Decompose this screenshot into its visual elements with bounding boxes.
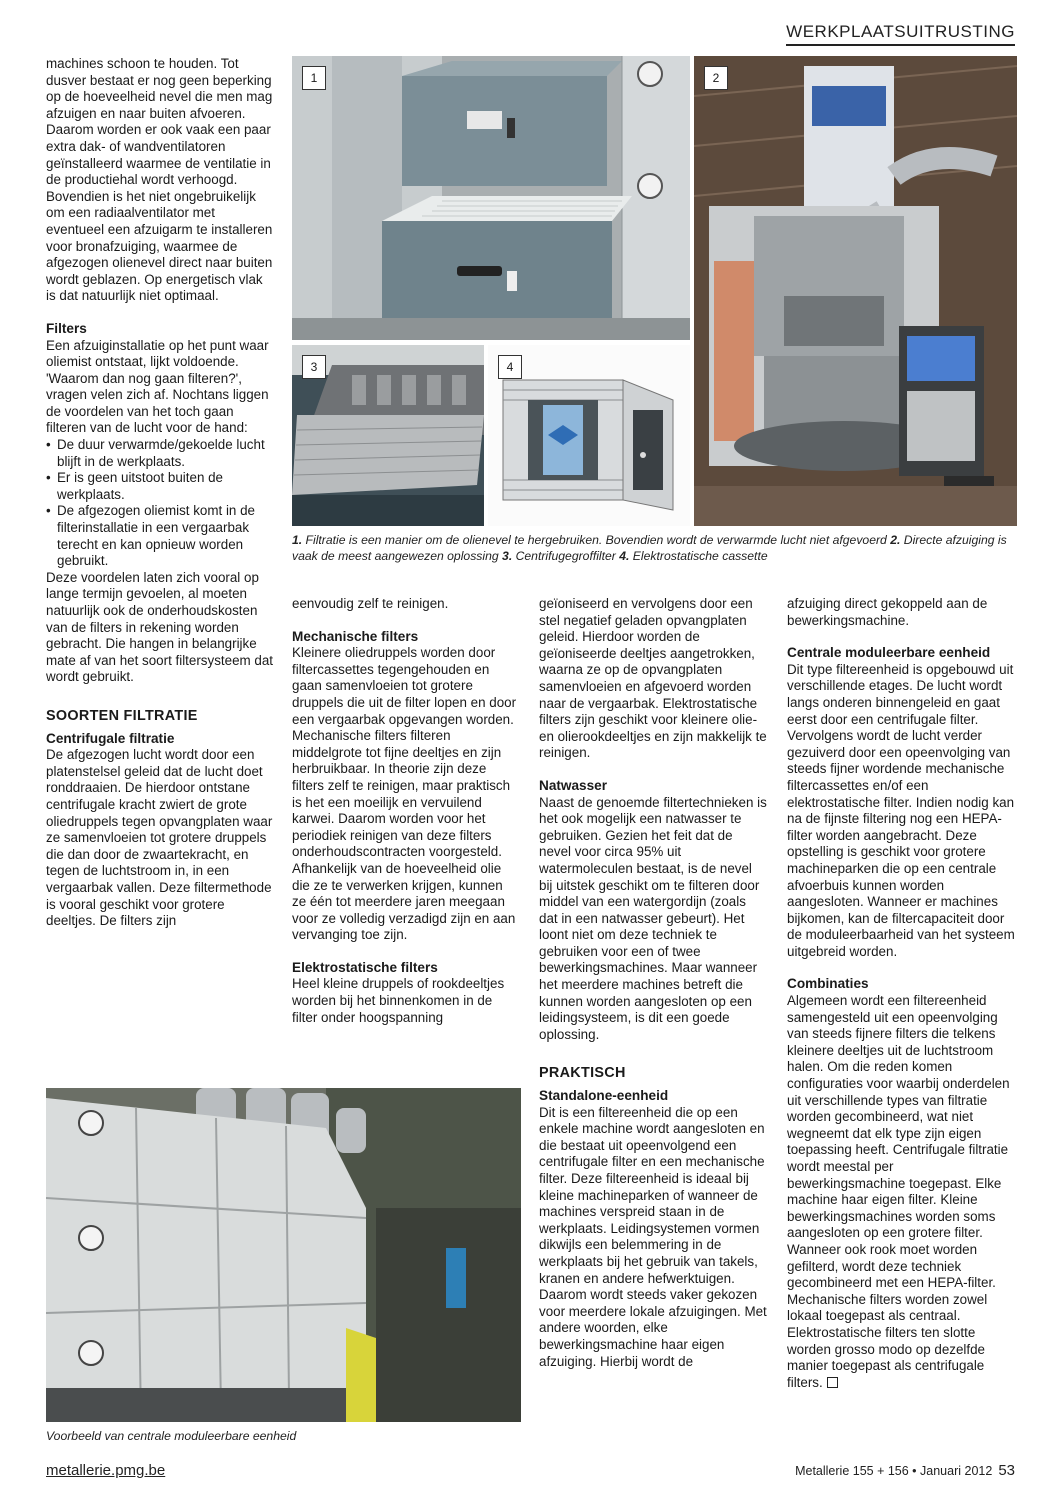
subheading-combinations: Combinaties xyxy=(787,976,869,992)
figure-caption: 1. Filtratie is een manier om de olienevel te hergebruiken. Bovendien wordt de verwarmde lucht niet afgevoerd 2. Directe afzuiging is vaak de meest aangewezen oplossing 3. Centrifugegroffilter 4. Elektrostatische cassette xyxy=(292,533,1007,563)
list-item: • Er is geen uitstoot buiten de werkplaats. xyxy=(46,470,274,503)
photo-direct-extraction xyxy=(694,56,1017,526)
list-item: • De duur verwarmde/gekoelde lucht blijft in de werkplaats. xyxy=(46,437,274,470)
footer-url[interactable]: metallerie.pmg.be xyxy=(46,1462,166,1479)
paragraph: eenvoudig zelf te reinigen. xyxy=(292,596,449,611)
paragraph: Een afzuiginstallatie op het punt waar oliemist ontstaat, lijkt voldoende. 'Waarom dan nog gaan filteren?', vragen velen zich af. Nochtans liggen de voordelen van het toch gaan filteren van de lucht voor de hand: xyxy=(46,337,269,436)
paragraph: De afgezogen lucht wordt door een platenstelsel geleid dat de lucht doet ronddraaien. De hierdoor ontstane centrifugale kracht zwiert de grote oliedruppels tegen opvangplaten waar ze samenvloeien tot grotere druppels die dan door de zwaartekracht, en tegen de luchtstroom in, in een vergaarbak vallen. Deze filtermethode is vooral geschikt voor grotere deeltjes. De filters zijn xyxy=(46,747,273,929)
subheading-mechanical: Mechanische filters xyxy=(292,628,419,644)
paragraph: Heel kleine druppels of rookdeeltjes worden bij het binnenkomen in de filter onder hoogspanning xyxy=(292,976,505,1025)
list-item: • De afgezogen oliemist komt in de filterinstallatie in een vergaarbak terecht en kan opnieuw worden gebruikt. xyxy=(46,503,274,569)
heading-praktisch: PRAKTISCH xyxy=(539,1065,626,1082)
footer-issue xyxy=(795,1462,1015,1479)
subheading-central-modular: Centrale moduleerbare eenheid xyxy=(787,645,991,661)
subheading-filters: Filters xyxy=(46,320,87,336)
figure-number-4: 4 xyxy=(498,355,522,379)
bottom-photo-caption: Voorbeeld van centrale moduleerbare eenheid xyxy=(46,1429,297,1443)
section-tag: WERKPLAATSUITRUSTING xyxy=(786,22,1015,46)
issue-info: Metallerie 155 + 156 • Januari 2012 xyxy=(795,1464,993,1478)
heading-soorten-filtratie: SOORTEN FILTRATIE xyxy=(46,707,198,724)
advantages-list xyxy=(46,437,274,570)
text-column-3 xyxy=(539,596,767,1370)
subheading-centrifugal: Centrifugale filtratie xyxy=(46,730,175,746)
subheading-electrostatic: Elektrostatische filters xyxy=(292,959,438,975)
paragraph: Dit type filtereenheid is opgebouwd uit verschillende etages. De lucht wordt langs onderen binnengeleid en gaat eerst door een centrifugale filter. Vervolgens wordt de lucht verder gezuiverd door een opeenvolging van steeds fijner wordende mechanische filtercassettes en/of een elektrostatische filter. Indien nodig kan na de fijnste filtering nog een HEPA-filter worden aangebracht. Deze opstelling is geschikt voor grotere machineparken die op een centrale afvoerbuis kunnen worden aangesloten. Wanneer er machines bijkomen, kan de filtercapaciteit door de moduleerbaarheid van het systeem uitgebreid worden. xyxy=(787,661,1015,959)
text-column-4 xyxy=(787,596,1015,1391)
paragraph: machines schoon te houden. Tot dusver bestaat er nog geen beperking op de hoeveelheid nevel die men mag afzuigen en naar buiten afvoeren. Daarom worden er ook vaak een paar extra dak- of wandventilatoren geïnstalleerd waarmee de ventilatie in de productiehal wordt verhoogd. Bovendien is het niet ongebruikelijk om een radiaalventilator met eventueel een afzuigarm te installeren voor bronafzuiging, waarmee de afgezogen olienevel direct naar buiten wordt geblazen. Op energetisch vlak is dat natuurlijk niet optimaal. xyxy=(46,56,273,304)
subheading-standalone: Standalone-eenheid xyxy=(539,1088,669,1104)
photo-centrifugal-filter xyxy=(292,345,484,526)
figure-number-2: 2 xyxy=(704,66,728,90)
photo-filter-drawers xyxy=(292,56,690,340)
subheading-natwasser: Natwasser xyxy=(539,777,608,793)
paragraph: Kleinere oliedruppels worden door filtercassettes tegengehouden en gaan samenvloeien tot grotere druppels die uit de filter lopen en door een vergaarbak opgevangen worden. Mechanische filters filteren middelgrote tot fijne deeltjes en zijn herbruikbaar. In theorie zijn deze filters zelf te reinigen, maar praktisch is het een moeilijk en vervuilend karwei. Daarom worden voor het periodiek reinigen van deze filters onderhoudscontracten voorgesteld. Afhankelijk van de hoeveelheid olie die ze te verwerken krijgen, kunnen ze één tot meerdere jaren meegaan voor ze volledig verzadigd zijn en aan vervanging toe zijn. xyxy=(292,645,517,943)
end-mark-icon xyxy=(827,1377,838,1388)
text-column-2 xyxy=(292,596,518,1026)
page-number: 53 xyxy=(998,1462,1015,1479)
photo-central-modular-unit xyxy=(46,1088,521,1422)
paragraph: Dit is een filtereenheid die op een enkele machine wordt aangesloten en die bestaat uit opeenvolgend een centrifugale filter en een mechanische filter. Deze filtereenheid is ideaal bij kleine machineparken of wanneer de machines verspreid staan in de werkplaats. Leidingsystemen vormen dikwijls een belemmering in de werkplaats bij het gebruik van takels, kranen en andere hefwerktuigen. Daarom wordt steeds vaker gekozen voor meerdere lokale afzuigingen. Met andere woorden, elke bewerkingsmachine haar eigen afzuiging. Hierbij wordt de xyxy=(539,1104,767,1369)
figure-number-1: 1 xyxy=(302,66,326,90)
paragraph: geïoniseerd en vervolgens door een stel negatief geladen opvangplaten geleid. Hierdoor worden de geïoniseerde deeltjes aangetrokken, waarna ze op de opvangplaten samenvloeien en afgevoerd worden naar de vergaarbak. Elektrostatische filters zijn geschikt voor kleinere olie- en olierookdeeltjes en zijn makkelijk te reinigen. xyxy=(539,596,767,761)
figure-number-3: 3 xyxy=(302,355,326,379)
paragraph: Algemeen wordt een filtereenheid samengesteld uit een opeenvolging van steeds fijnere filters die telkens kleinere deeltjes uit de luchtstroom halen. Om die reden komen configuraties voor waarbij onderdelen uit verschillende types van filtratie worden gecombineerd, wat niet wegneemt dat elk type zijn eigen toepassing heeft. Centrifugale filtratie wordt meestal per bewerkingsmachine toegepast. Elke machine haar eigen filter. Kleine bewerkingsmachines worden soms aangesloten op een grotere filter. Wanneer ook rook moet worden gefilterd, wordt deze techniek gecombineerd met een HEPA-filter. Mechanische filters worden zowel lokaal toegepast als centraal. Elektrostatische filters ten slotte worden grosso modo op dezelfde manier toegepast als centrifugale filters. xyxy=(787,993,1010,1390)
paragraph: Deze voordelen laten zich vooral op lange termijn gevoelen, al moeten natuurlijk ook de onderhoudskosten van de filters in rekening worden gebracht. Die hangen in belangrijke mate af van het soort filtersysteem dat wordt gebruikt. xyxy=(46,569,274,685)
photo-electrostatic-cassette xyxy=(488,345,690,526)
paragraph: afzuiging direct gekoppeld aan de bewerkingsmachine. xyxy=(787,596,988,628)
paragraph: Naast de genoemde filtertechnieken is het ook mogelijk een natwasser te gebruiken. Gezien het feit dat de nevel voor circa 95% uit watermoleculen bestaat, is de nevel bij uitstek geschikt om te filteren door middel van een watergordijn (zoals dat in een natwasser gebeurt). Het loont niet om deze techniek te gebruiken voor een of twee bewerkingsmachines. Maar wanneer het meerdere machines betreft die kunnen worden aangesloten op een leidingsysteem, is dit een goede oplossing. xyxy=(539,794,767,1042)
text-column-1 xyxy=(46,56,274,930)
